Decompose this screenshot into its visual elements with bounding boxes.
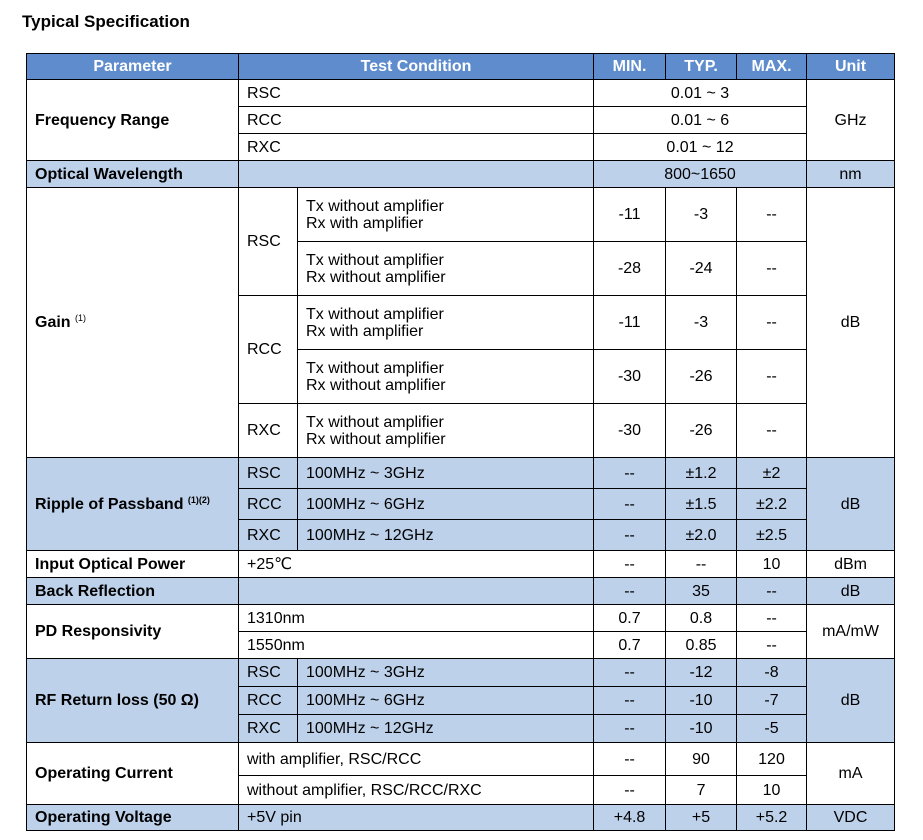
- min-cell: --: [594, 776, 666, 805]
- cond-cell: RCC: [239, 107, 594, 134]
- param-ripple-of-passband: [27, 458, 239, 551]
- max-cell: ±2.2: [737, 489, 807, 520]
- cond-cell: RSC: [239, 80, 594, 107]
- header-unit: Unit: [807, 54, 895, 80]
- cond-cell: 100MHz ~ 6GHz: [298, 687, 594, 715]
- min-cell: --: [594, 458, 666, 489]
- typ-cell: 0.85: [666, 632, 737, 659]
- typ-cell: -3: [666, 188, 737, 242]
- typ-cell: ±1.5: [666, 489, 737, 520]
- unit-cell: nm: [807, 161, 895, 188]
- typ-cell: 0.8: [666, 605, 737, 632]
- cond-cell: [298, 404, 594, 458]
- range-cell: 800~1650: [594, 161, 807, 188]
- param-operating-voltage: Operating Voltage: [27, 805, 239, 831]
- unit-cell: dB: [807, 458, 895, 551]
- typ-cell: --: [666, 551, 737, 578]
- table-row: [27, 80, 895, 107]
- cond-cell: 1310nm: [239, 605, 594, 632]
- rx-condition: Rx without amplifier: [306, 430, 446, 448]
- cond-cell: 100MHz ~ 6GHz: [298, 489, 594, 520]
- min-cell: --: [594, 551, 666, 578]
- param-pd-responsivity: PD Responsivity: [27, 605, 239, 659]
- max-cell: 120: [737, 743, 807, 776]
- table-row: [27, 578, 895, 605]
- footnote-marker: (1): [75, 313, 87, 323]
- cond-cell: [239, 578, 594, 605]
- cond-cell: [298, 296, 594, 350]
- page-title: Typical Specification: [22, 12, 190, 31]
- range-cell: 0.01 ~ 6: [594, 107, 807, 134]
- rx-condition: Rx without amplifier: [306, 376, 446, 394]
- min-cell: --: [594, 659, 666, 687]
- cond-cell: +25℃: [239, 551, 594, 578]
- min-cell: --: [594, 743, 666, 776]
- max-cell: --: [737, 350, 807, 404]
- rx-condition: Rx with amplifier: [306, 214, 424, 232]
- typ-cell: 7: [666, 776, 737, 805]
- max-cell: -8: [737, 659, 807, 687]
- unit-cell: VDC: [807, 805, 895, 831]
- cond-cell: [239, 161, 594, 188]
- group-cell: RSC: [239, 188, 298, 296]
- min-cell: -28: [594, 242, 666, 296]
- table-row: [27, 458, 895, 489]
- cond-cell: 100MHz ~ 12GHz: [298, 520, 594, 551]
- tx-condition: Tx without amplifier: [306, 251, 444, 269]
- group-cell: RCC: [239, 296, 298, 404]
- typ-cell: -24: [666, 242, 737, 296]
- max-cell: --: [737, 632, 807, 659]
- cond-cell: 100MHz ~ 3GHz: [298, 659, 594, 687]
- max-cell: ±2: [737, 458, 807, 489]
- unit-cell: GHz: [807, 80, 895, 161]
- unit-cell: mA/mW: [807, 605, 895, 659]
- param-ripple-label: Ripple of Passband: [35, 495, 184, 513]
- cond-cell: 100MHz ~ 3GHz: [298, 458, 594, 489]
- tx-condition: Tx without amplifier: [306, 413, 444, 431]
- max-cell: --: [737, 188, 807, 242]
- unit-cell: dBm: [807, 551, 895, 578]
- min-cell: --: [594, 715, 666, 743]
- typ-cell: -12: [666, 659, 737, 687]
- max-cell: +5.2: [737, 805, 807, 831]
- cond-cell: [298, 350, 594, 404]
- rx-condition: Rx with amplifier: [306, 322, 424, 340]
- max-cell: --: [737, 404, 807, 458]
- group-cell: RCC: [239, 687, 298, 715]
- max-cell: --: [737, 242, 807, 296]
- group-cell: RCC: [239, 489, 298, 520]
- cond-cell: [298, 242, 594, 296]
- min-cell: --: [594, 578, 666, 605]
- max-cell: -7: [737, 687, 807, 715]
- cond-cell: +5V pin: [239, 805, 594, 831]
- cond-cell: without amplifier, RSC/RCC/RXC: [239, 776, 594, 805]
- max-cell: 10: [737, 776, 807, 805]
- group-cell: RXC: [239, 520, 298, 551]
- table-row: [27, 743, 895, 776]
- tx-condition: Tx without amplifier: [306, 305, 444, 323]
- typ-cell: ±1.2: [666, 458, 737, 489]
- min-cell: -30: [594, 350, 666, 404]
- min-cell: -30: [594, 404, 666, 458]
- table-row: [27, 551, 895, 578]
- typ-cell: -26: [666, 404, 737, 458]
- param-gain: [27, 188, 239, 458]
- group-cell: RSC: [239, 659, 298, 687]
- table-row: [27, 805, 895, 831]
- cond-cell: 100MHz ~ 12GHz: [298, 715, 594, 743]
- min-cell: --: [594, 687, 666, 715]
- typ-cell: -10: [666, 715, 737, 743]
- tx-condition: Tx without amplifier: [306, 197, 444, 215]
- typ-cell: 90: [666, 743, 737, 776]
- header-max: MAX.: [737, 54, 807, 80]
- max-cell: --: [737, 605, 807, 632]
- header-row: [27, 54, 895, 80]
- range-cell: 0.01 ~ 12: [594, 134, 807, 161]
- param-optical-wavelength: Optical Wavelength: [27, 161, 239, 188]
- cond-cell: 1550nm: [239, 632, 594, 659]
- unit-cell: dB: [807, 188, 895, 458]
- param-frequency-range: Frequency Range: [27, 80, 239, 161]
- header-parameter: Parameter: [27, 54, 239, 80]
- unit-cell: mA: [807, 743, 895, 805]
- param-input-optical-power: Input Optical Power: [27, 551, 239, 578]
- typ-cell: ±2.0: [666, 520, 737, 551]
- min-cell: --: [594, 489, 666, 520]
- min-cell: 0.7: [594, 605, 666, 632]
- param-back-reflection: Back Reflection: [27, 578, 239, 605]
- table-row: [27, 605, 895, 632]
- min-cell: 0.7: [594, 632, 666, 659]
- min-cell: -11: [594, 188, 666, 242]
- table-row: [27, 161, 895, 188]
- header-typ: TYP.: [666, 54, 737, 80]
- max-cell: ±2.5: [737, 520, 807, 551]
- param-rf-return-loss: RF Return loss (50 Ω): [27, 659, 239, 743]
- unit-cell: dB: [807, 659, 895, 743]
- min-cell: --: [594, 520, 666, 551]
- param-operating-current: Operating Current: [27, 743, 239, 805]
- table-row: [27, 188, 895, 242]
- max-cell: --: [737, 578, 807, 605]
- range-cell: 0.01 ~ 3: [594, 80, 807, 107]
- cond-cell: [298, 188, 594, 242]
- typ-cell: -3: [666, 296, 737, 350]
- cond-cell: RXC: [239, 134, 594, 161]
- table-row: [27, 659, 895, 687]
- min-cell: +4.8: [594, 805, 666, 831]
- min-cell: -11: [594, 296, 666, 350]
- typ-cell: -26: [666, 350, 737, 404]
- unit-cell: dB: [807, 578, 895, 605]
- max-cell: --: [737, 296, 807, 350]
- group-cell: RSC: [239, 458, 298, 489]
- header-test-condition: Test Condition: [239, 54, 594, 80]
- max-cell: -5: [737, 715, 807, 743]
- typ-cell: 35: [666, 578, 737, 605]
- spec-table: [26, 53, 895, 831]
- max-cell: 10: [737, 551, 807, 578]
- cond-cell: with amplifier, RSC/RCC: [239, 743, 594, 776]
- group-cell: RXC: [239, 404, 298, 458]
- typ-cell: -10: [666, 687, 737, 715]
- typ-cell: +5: [666, 805, 737, 831]
- rx-condition: Rx without amplifier: [306, 268, 446, 286]
- tx-condition: Tx without amplifier: [306, 359, 444, 377]
- header-min: MIN.: [594, 54, 666, 80]
- footnote-marker: (1)(2): [187, 494, 210, 505]
- param-gain-label: Gain: [35, 314, 71, 331]
- group-cell: RXC: [239, 715, 298, 743]
